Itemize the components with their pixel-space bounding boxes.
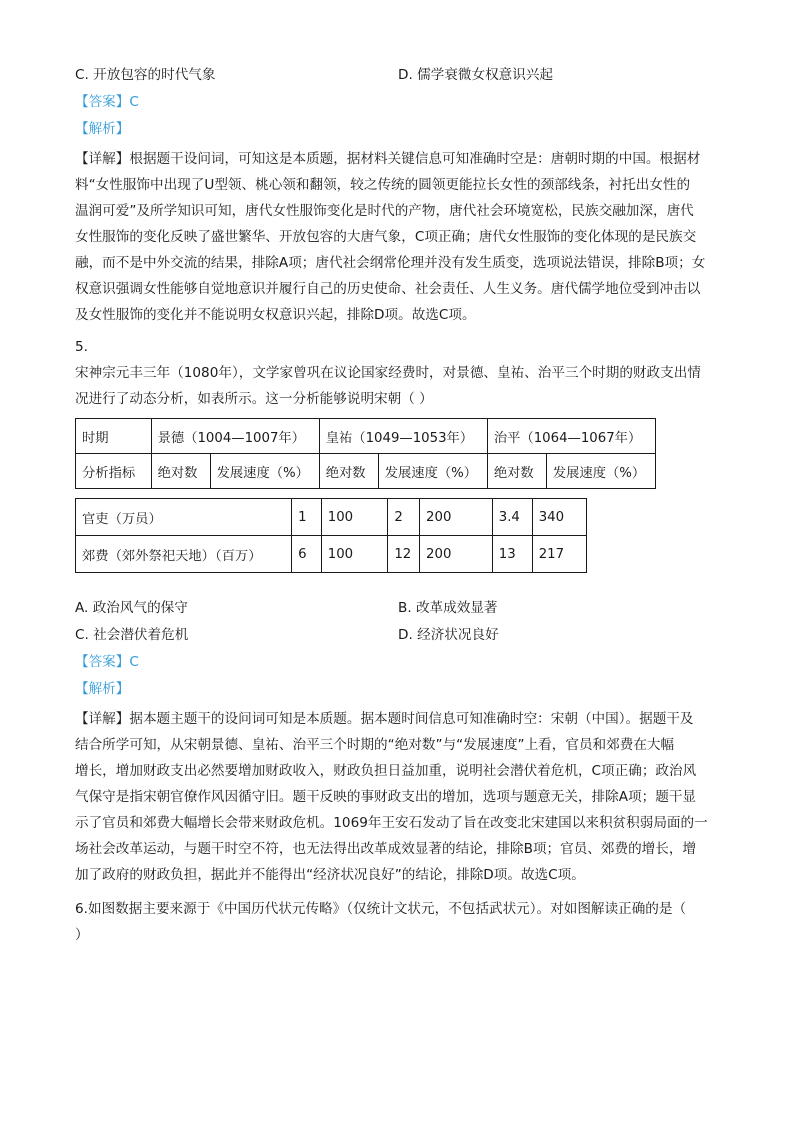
table-cell: 200 bbox=[420, 499, 493, 536]
table-cell: 郊费（郊外祭祀天地）（百万） bbox=[76, 536, 292, 573]
table-cell: 分析指标 bbox=[76, 454, 152, 489]
q4-detail-line: 料“女性服饰中出现了U型领、桃心领和翻领，较之传统的圆领更能拉长女性的颈部线条，衬托出女性的 bbox=[75, 177, 691, 193]
q6-stem bbox=[75, 896, 725, 948]
table-cell: 340 bbox=[532, 499, 586, 536]
q5-table-body bbox=[75, 498, 587, 573]
q5-table-header bbox=[75, 418, 656, 489]
table-cell: 13 bbox=[492, 536, 532, 573]
table-row bbox=[76, 536, 587, 573]
q4-detail-line: 【详解】根据题干设问词，可知这是本质题，据材料关键信息可知准确时空是：唐朝时期的中国。根据材 bbox=[75, 151, 701, 167]
q4-analysis-label: 【解析】 bbox=[75, 121, 130, 137]
q5-stem bbox=[75, 360, 725, 412]
table-cell: 发展速度（%） bbox=[546, 454, 655, 489]
table-cell: 景德（1004—1007年） bbox=[151, 419, 319, 454]
q6-stem-line: ） bbox=[75, 927, 89, 943]
table-row bbox=[76, 454, 656, 489]
table-cell: 时期 bbox=[76, 419, 152, 454]
table-cell: 3.4 bbox=[492, 499, 532, 536]
q4-detail-line: 及女性服饰的变化并不能说明女权意识兴起，排除D项。故选C项。 bbox=[75, 307, 476, 323]
table-cell: 绝对数 bbox=[487, 454, 546, 489]
q4-option-c: C. 开放包容的时代气象 bbox=[75, 67, 216, 83]
q5-number: 5. bbox=[75, 339, 88, 355]
q6-stem-line: 6.如图数据主要来源于《中国历代状元传略》（仅统计文状元，不包括武状元）。对如图解读正确的是（ bbox=[75, 901, 687, 917]
q4-answer-label: 【答案】C bbox=[75, 94, 139, 110]
q5-answer-label: 【答案】C bbox=[75, 654, 139, 670]
table-row bbox=[76, 499, 587, 536]
q4-detail-paragraph bbox=[75, 146, 725, 328]
q4-detail-line: 融，而不是中外交流的结果，排除A项；唐代社会纲常伦理并没有发生质变，选项说法错误，排除B项；女 bbox=[75, 255, 706, 271]
q5-stem-line: 宋神宗元丰三年（1080年），文学家曾巩在议论国家经费时，对景德、皇祐、治平三个时期的财政支出情 bbox=[75, 365, 701, 381]
table-cell: 6 bbox=[292, 536, 322, 573]
q5-detail-paragraph bbox=[75, 706, 725, 888]
q5-stem-line: 况进行了动态分析，如表所示。这一分析能够说明宋朝（ ） bbox=[75, 391, 433, 407]
table-cell: 皇祐（1049—1053年） bbox=[319, 419, 487, 454]
table-cell: 绝对数 bbox=[319, 454, 378, 489]
table-cell: 发展速度（%） bbox=[378, 454, 487, 489]
table-cell: 官吏（万员） bbox=[76, 499, 292, 536]
table-cell: 1 bbox=[292, 499, 322, 536]
table-cell: 217 bbox=[532, 536, 586, 573]
q4-option-d: D. 儒学衰微女权意识兴起 bbox=[398, 67, 554, 83]
table-row bbox=[76, 419, 656, 454]
q4-detail-line: 女性服饰的变化反映了盛世繁华、开放包容的大唐气象，C项正确；唐代女性服饰的变化体现的是民族交 bbox=[75, 229, 697, 245]
table-cell: 2 bbox=[388, 499, 420, 536]
q5-analysis-label: 【解析】 bbox=[75, 681, 130, 697]
q4-detail-line: 权意识强调女性能够自觉地意识并履行自己的历史使命、社会责任、人生义务。唐代儒学地位受到冲击以 bbox=[75, 281, 701, 297]
q5-option-b: B. 改革成效显著 bbox=[398, 600, 498, 616]
table-cell: 发展速度（%） bbox=[210, 454, 319, 489]
table-cell: 100 bbox=[321, 499, 388, 536]
q5-detail-line: 【详解】据本题主题干的设问词可知是本质题。据本题时间信息可知准确时空：宋朝（中国）。据题干及 bbox=[75, 711, 694, 727]
q5-detail-line: 增长，增加财政支出必然要增加财政收入，财政负担日益加重，说明社会潜伏着危机，C项正确；政治风 bbox=[75, 763, 697, 779]
q5-option-a: A. 政治风气的保守 bbox=[75, 600, 188, 616]
q5-option-d: D. 经济状况良好 bbox=[398, 627, 499, 643]
table-cell: 100 bbox=[321, 536, 388, 573]
q5-detail-line: 示了官员和郊费大幅增长会带来财政危机。1069年王安石发动了旨在改变北宋建国以来积贫积弱局面的一 bbox=[75, 815, 708, 831]
table-cell: 200 bbox=[420, 536, 493, 573]
q5-detail-line: 结合所学可知，从宋朝景德、皇祐、治平三个时期的“绝对数”与“发展速度”上看，官员和郊费在大幅 bbox=[75, 737, 675, 753]
q5-detail-line: 加了政府的财政负担，据此并不能得出“经济状况良好”的结论，排除D项。故选C项。 bbox=[75, 867, 585, 883]
table-cell: 12 bbox=[388, 536, 420, 573]
table-cell: 治平（1064—1067年） bbox=[487, 419, 655, 454]
q5-option-c: C. 社会潜伏着危机 bbox=[75, 627, 189, 643]
q5-detail-line: 气保守是指宋朝官僚作风因循守旧。题干反映的事财政支出的增加，选项与题意无关，排除A项；题干显 bbox=[75, 789, 697, 805]
q5-detail-line: 场社会改革运动，与题干时空不符，也无法得出改革成效显著的结论，排除B项；官员、郊费的增长，增 bbox=[75, 841, 697, 857]
q4-detail-line: 温润可爱”及所学知识可知，唐代女性服饰变化是时代的产物，唐代社会环境宽松，民族交融加深，唐代 bbox=[75, 203, 694, 219]
table-cell: 绝对数 bbox=[151, 454, 210, 489]
